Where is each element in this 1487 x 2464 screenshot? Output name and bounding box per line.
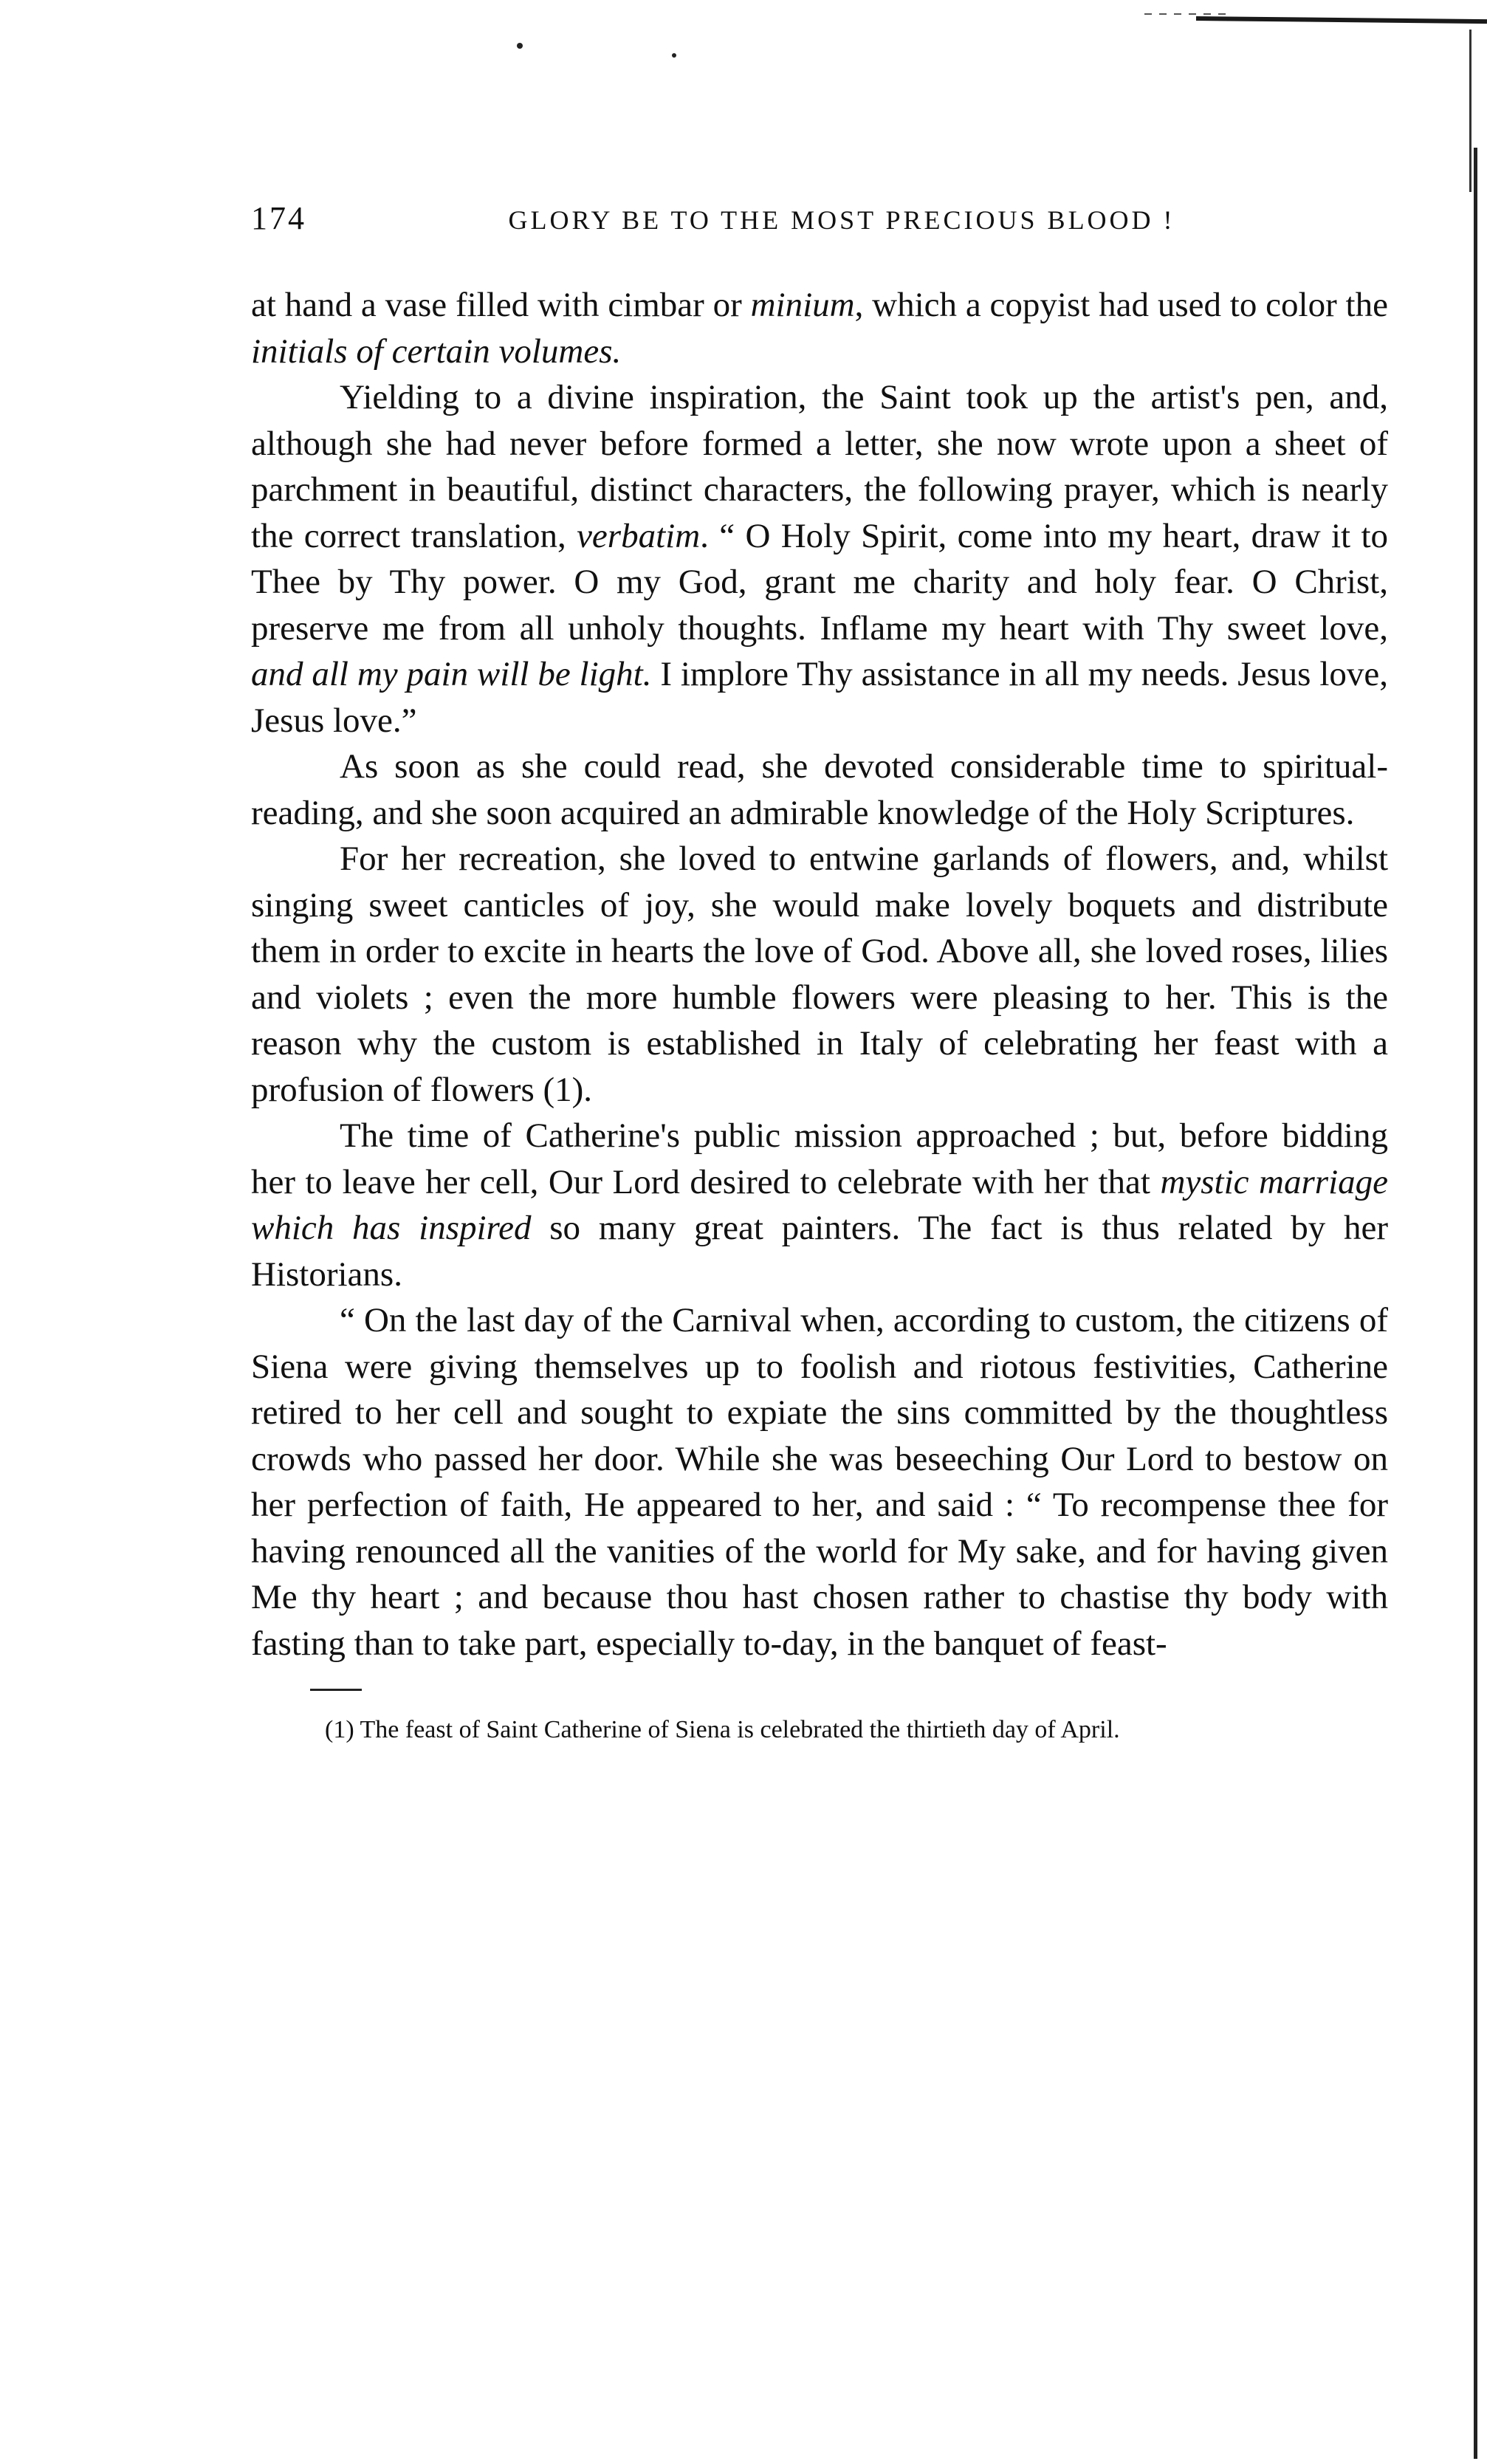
- paragraph-text: so many great painters. The fact is thus related by her Historians.: [251, 1209, 1388, 1294]
- book-page: [251, 199, 1388, 1747]
- running-head: [251, 199, 1388, 244]
- paragraph: [251, 1113, 1388, 1297]
- body-text: [251, 282, 1388, 1667]
- paragraph: [251, 744, 1388, 836]
- paragraph-text: . “ O Holy Spirit, come into my heart, draw it to Thee by Thy power. O my God, grant me charity and holy fear. O Christ, preserve me from all unholy thoughts. Inflame my heart with Thy sweet love,: [251, 516, 1389, 648]
- scan-edge-mark: [1196, 16, 1487, 24]
- scan-edge-mark: [1474, 148, 1477, 2459]
- italic-text: verbatim: [577, 516, 701, 555]
- scan-edge-mark: [1144, 13, 1233, 15]
- italic-text: and all my pain will be light.: [251, 655, 652, 693]
- paragraph-text: For her recreation, she loved to entwine garlands of flowers, and, whilst singing sweet canticles of joy, she would make lovely boquets and distribute them in order to excite in hearts the love of God. Above all, she loved roses, lilies and violets ; even the more humble flowers were pleasing to her. This is the reason why the custom is established in Italy of celebrating her feast with a profusion of flowers (1).: [251, 840, 1388, 1109]
- running-title: GLORY BE TO THE MOST PRECIOUS BLOOD !: [508, 205, 1175, 235]
- footnote-rule: [310, 1689, 362, 1691]
- paragraph: [251, 282, 1388, 374]
- paragraph-text: I implore Thy assistance in all my needs. Jesus love, Jesus love.”: [251, 655, 1388, 740]
- paragraph-text: “ On the last day of the Carnival when, according to custom, the citizens of Siena were giving themselves up to foolish and riotous festivities, Catherine retired to her cell and sought to expiate the sins committed by the thoughtless crowds who passed her door. While she was beseeching Our Lord to bestow on her perfection of faith, He appeared to her, and said : “ To recompense thee for having renounced all the vanities of the world for My sake, and for having given Me thy heart ; and because thou hast chosen rather to chastise thy body with fasting than to take part, especially to-day, in the banquet of feast-: [251, 1301, 1388, 1663]
- paragraph-text: , which a copyist had used to color the: [854, 286, 1388, 324]
- italic-text: mystic marriage which has inspired: [251, 1162, 1389, 1247]
- ink-speck: [517, 43, 523, 49]
- italic-text: initials of certain volumes.: [251, 332, 622, 371]
- footnote: (1) The feast of Saint Catherine of Siena is celebrated the thirtieth day of April.: [325, 1716, 1120, 1743]
- page-number: 174: [251, 200, 306, 236]
- paragraph: [251, 374, 1388, 744]
- paragraph: [251, 836, 1388, 1113]
- paragraph-text: As soon as she could read, she devoted considerable time to spiritual-reading, and she soon acquired an admirable knowledge of the Holy Scriptures.: [251, 747, 1388, 832]
- scan-edge-mark: [1469, 30, 1471, 192]
- ink-speck: [672, 53, 676, 58]
- paragraph-text: The time of Catherine's public mission approached ; but, before bidding her to leave her cell, Our Lord desired to celebrate with her that: [251, 1116, 1388, 1201]
- paragraph-text: Yielding to a divine inspiration, the Saint took up the artist's pen, and, although she had never before formed a letter, she now wrote upon a sheet of parchment in beautiful, distinct characters, the following prayer, which is nearly the correct translation,: [251, 378, 1388, 555]
- paragraph: [251, 1297, 1388, 1667]
- italic-text: minium: [750, 286, 855, 324]
- paragraph-text: at hand a vase filled with cimbar or: [251, 286, 751, 324]
